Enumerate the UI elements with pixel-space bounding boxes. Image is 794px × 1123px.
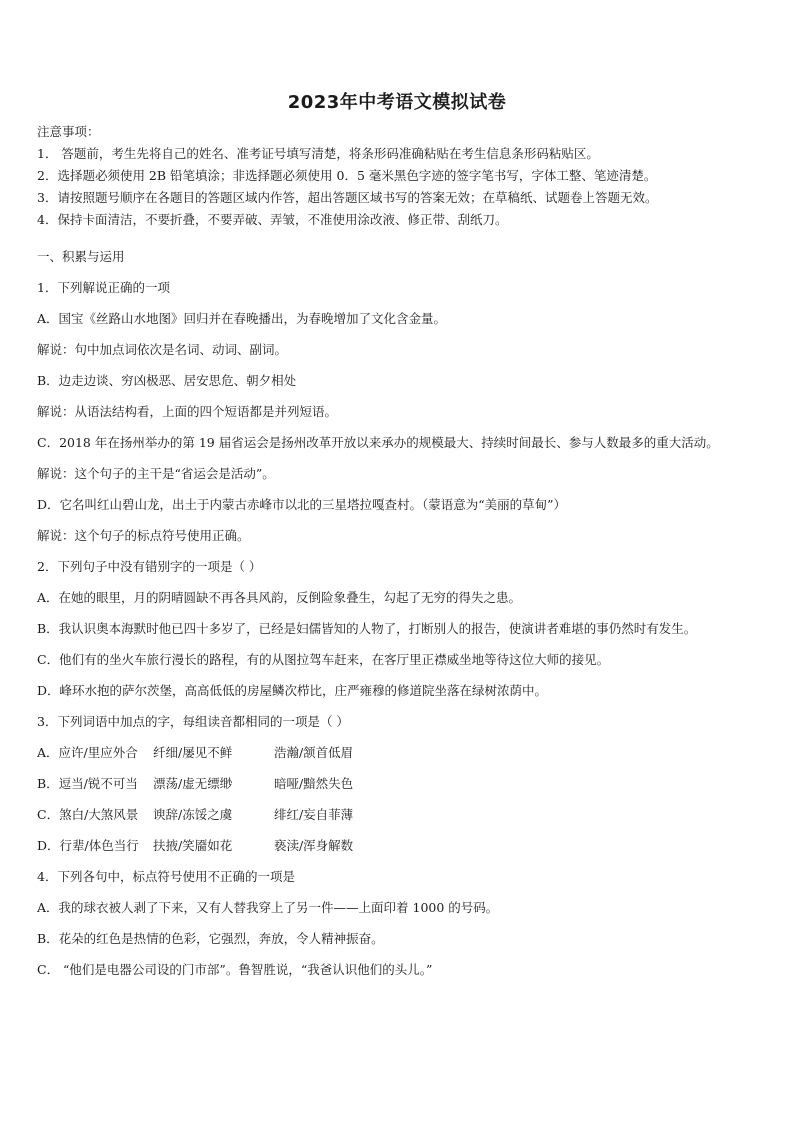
option-cell: 亵渎/浑身解数 (273, 838, 354, 853)
notice-item: 1． 答题前，考生先将自己的姓名、准考证号填写清楚，将条形码准确粘贴在考生信息条形码粘贴区。 (37, 146, 599, 161)
explanation: 解说：从语法结构看，上面的四个短语都是并列短语。 (37, 404, 338, 419)
option-c: C．2018 年在扬州举办的第 19 届省运会是扬州改革开放以来承办的规模最大、持续时间最长、参与人数最多的重大活动。 (37, 435, 719, 450)
option-b: B．边走边谈、穷凶极恶、居安思危、朝夕相处 (37, 373, 297, 388)
option-row-c (37, 799, 757, 830)
option-cell: 扶掖/笑靥如花 (152, 838, 233, 853)
question-stem: 1．下列解说正确的一项 (37, 280, 170, 295)
option-cell: 纤细/屡见不鲜 (152, 745, 233, 760)
option-cell: 绯红/妄自菲薄 (273, 807, 354, 822)
option-c: C． “他们是电器公司设的门市部”。鲁智胜说，“我爸认识他们的头儿。” (37, 962, 433, 977)
question-body (37, 241, 757, 985)
option-cell: B．逗当/锐不可当 (37, 776, 138, 791)
notice-item: 4．保持卡面清洁，不要折叠，不要弄破、弄皱，不准使用涂改液、修正带、刮纸刀。 (37, 212, 508, 227)
notice-item: 3．请按照题号顺序在各题目的答题区域内作答，超出答题区域书写的答案无效；在草稿纸、试题卷上答题无效。 (37, 190, 658, 205)
option-c: C．他们有的坐火车旅行漫长的路程，有的从图拉驾车赶来，在客厅里正襟威坐地等待这位大师的接见。 (37, 652, 610, 667)
section-heading: 一、积累与运用 (37, 249, 125, 264)
page-title: 2023年中考语文模拟试卷 (287, 92, 507, 113)
option-a: A．我的球衣被人剥了下来，又有人替我穿上了另一件——上面印着 1000 的号码。 (37, 900, 499, 915)
explanation: 解说：这个句子的主干是“省运会是活动”。 (37, 466, 275, 481)
explanation: 解说：句中加点词依次是名词、动词、副词。 (37, 342, 288, 357)
option-cell: 谀辞/冻馁之虞 (152, 807, 233, 822)
question-stem: 2．下列句子中没有错别字的一项是（ ） (37, 559, 262, 574)
option-d: D．它名叫红山碧山龙，出土于内蒙古赤峰市以北的三星塔拉嘎查村。（蒙语意为“美丽的草甸”） (37, 497, 567, 512)
option-a: A．在她的眼里，月的阴晴圆缺不再各具风韵，反倒险象叠生，勾起了无穷的得失之患。 (37, 590, 522, 605)
question-stem: 3．下列词语中加点的字，每组读音都相同的一项是（ ） (37, 714, 349, 729)
notice-item: 2．选择题必须使用 2B 铅笔填涂；非选择题必须使用 0．5 毫米黑色字迹的签字笔书写，字体工整、笔迹清楚。 (37, 168, 657, 183)
option-row-b (37, 768, 757, 799)
option-a: A．国宝《丝路山水地图》回归并在春晚播出，为春晚增加了文化含金量。 (37, 311, 447, 326)
option-cell: 漂荡/虚无缥缈 (152, 776, 233, 791)
option-cell: A．应许/里应外合 (37, 745, 138, 760)
option-cell: C．煞白/大煞风景 (37, 807, 139, 822)
option-row-d (37, 830, 757, 861)
option-b: B．花朵的红色是热情的色彩，它强烈，奔放，令人精神振奋。 (37, 931, 384, 946)
option-d: D．峰环水抱的萨尔茨堡，高高低低的房屋鳞次栉比，庄严雍穆的修道院坐落在绿树浓荫中。 (37, 683, 548, 698)
notice-block (37, 121, 757, 231)
option-cell: 浩瀚/颔首低眉 (273, 745, 354, 760)
question-stem: 4．下列各句中，标点符号使用不正确的一项是 (37, 869, 295, 884)
notice-heading: 注意事项： (37, 124, 100, 139)
option-b: B．我认识奥本海默时他已四十多岁了，已经是妇儒皆知的人物了，打断别人的报告，使演讲者难堪的事仍然时有发生。 (37, 621, 697, 636)
option-row-a (37, 737, 757, 768)
option-cell: 暗哑/黯然失色 (273, 776, 354, 791)
option-cell: D．行辈/体色当行 (37, 838, 139, 853)
explanation: 解说：这个句子的标点符号使用正确。 (37, 528, 250, 543)
